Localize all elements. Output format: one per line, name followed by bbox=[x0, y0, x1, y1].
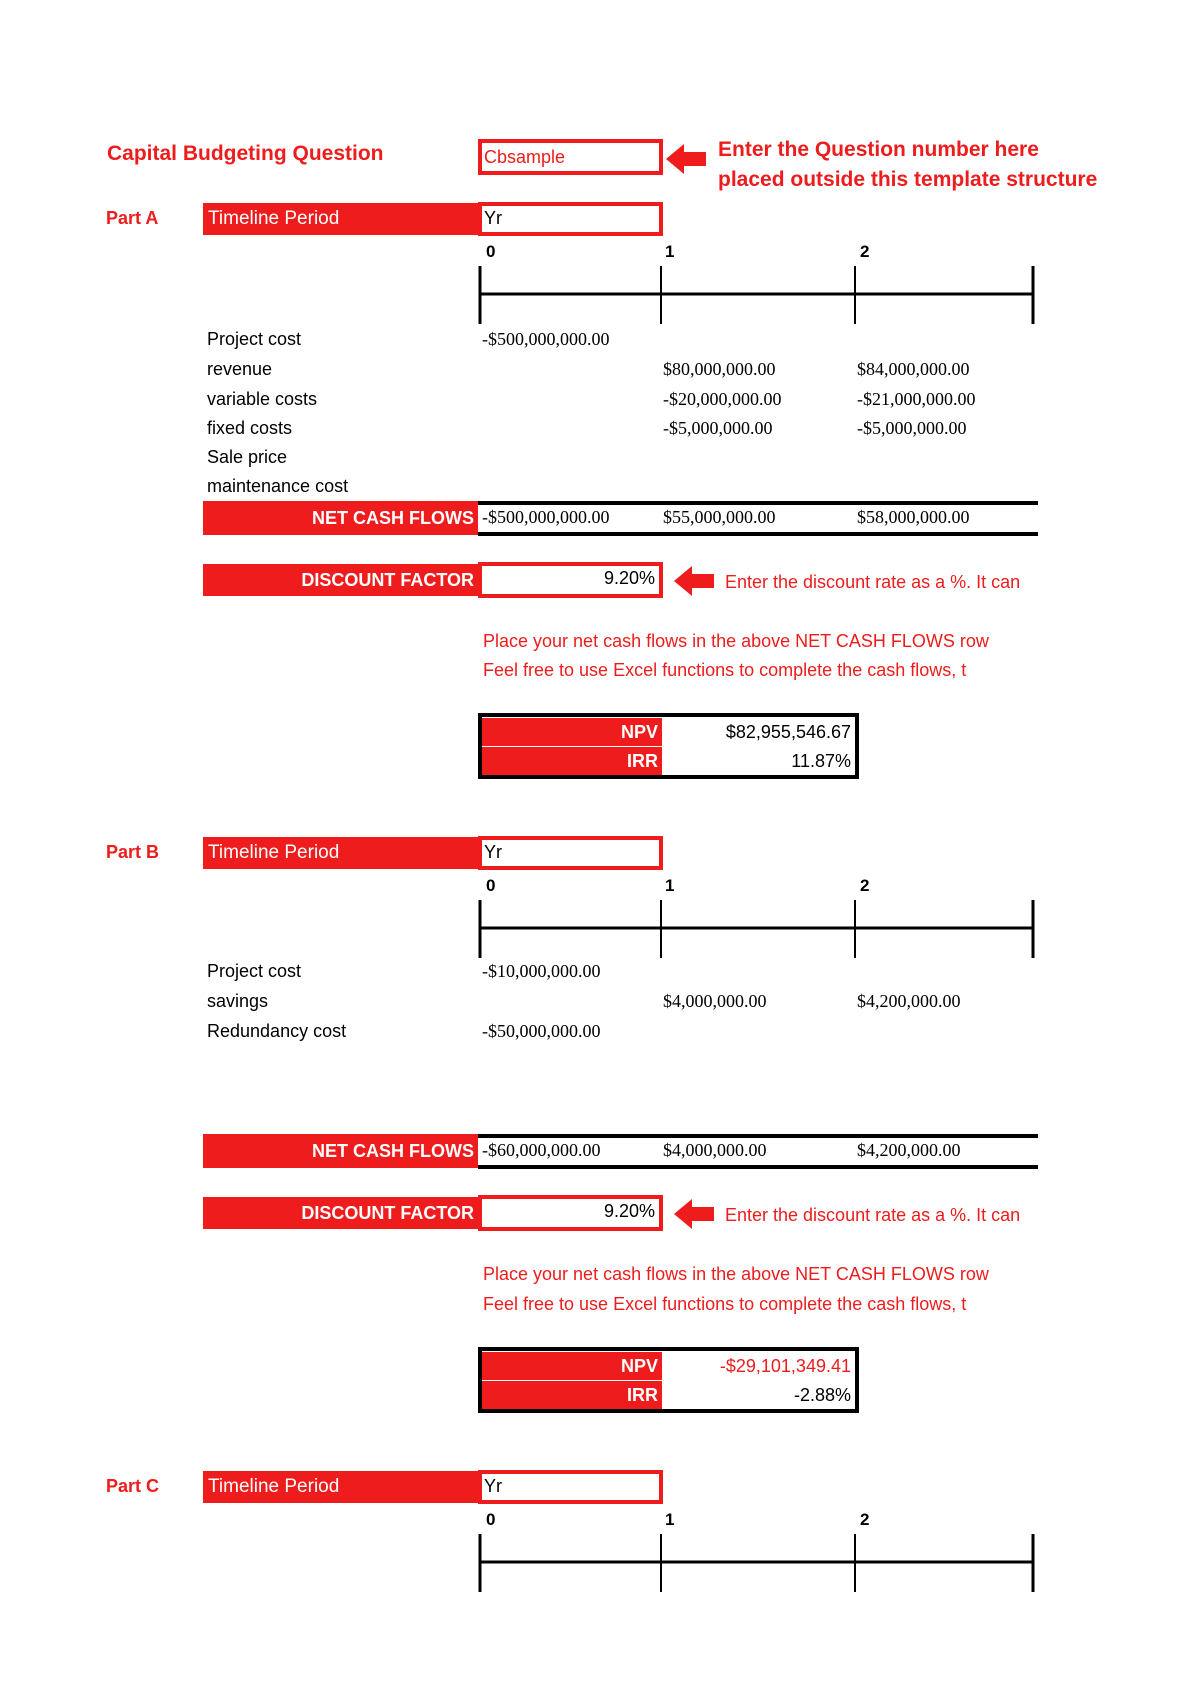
timeline-axis bbox=[476, 898, 1036, 960]
place-note-1: Place your net cash flows in the above NET CASH FLOWS row bbox=[483, 1264, 989, 1284]
row-label: revenue bbox=[207, 359, 273, 379]
tick-2: 2 bbox=[860, 876, 870, 895]
row-label: Sale price bbox=[207, 447, 288, 467]
discount-factor-label: DISCOUNT FACTOR bbox=[203, 564, 478, 596]
irr-label: IRR bbox=[482, 747, 662, 775]
npv-label: NPV bbox=[482, 1352, 662, 1380]
npv-value: $82,955,546.67 bbox=[725, 722, 851, 742]
row-label: savings bbox=[207, 991, 269, 1011]
tick-0: 0 bbox=[486, 1510, 496, 1529]
irr-label: IRR bbox=[482, 1381, 662, 1409]
part-c-label: Part C bbox=[106, 1476, 160, 1496]
instruction-line-2: placed outside this template structure bbox=[718, 168, 1098, 191]
discount-rate-input[interactable]: 9.20% bbox=[478, 1195, 663, 1231]
discount-rate-hint: Enter the discount rate as a %. It can bbox=[725, 572, 1021, 592]
place-note-2: Feel free to use Excel functions to complete the cash flows, t bbox=[483, 660, 967, 680]
row-label: fixed costs bbox=[207, 418, 293, 438]
part-a-label: Part A bbox=[106, 208, 159, 228]
cell-value[interactable]: -$5,000,000.00 bbox=[663, 418, 773, 438]
page-title: Capital Budgeting Question bbox=[107, 142, 384, 165]
row-label: maintenance cost bbox=[207, 476, 349, 496]
timeline-unit-input[interactable]: Yr bbox=[478, 1470, 663, 1504]
arrow-left-icon bbox=[674, 1199, 720, 1229]
npv-irr-box bbox=[478, 713, 859, 779]
tick-1: 1 bbox=[665, 242, 675, 261]
tick-0: 0 bbox=[486, 876, 496, 895]
tick-2: 2 bbox=[860, 1510, 870, 1529]
place-note-1: Place your net cash flows in the above NET CASH FLOWS row bbox=[483, 631, 989, 651]
cell-value[interactable]: $4,200,000.00 bbox=[857, 991, 961, 1011]
npv-label: NPV bbox=[482, 718, 662, 746]
cell-value[interactable]: $84,000,000.00 bbox=[857, 359, 970, 379]
timeline-axis bbox=[476, 1532, 1036, 1594]
net-cash-flows-label: NET CASH FLOWS bbox=[203, 501, 478, 535]
row-label: Project cost bbox=[207, 961, 302, 981]
ncf-cell[interactable]: -$60,000,000.00 bbox=[482, 1140, 601, 1160]
ncf-cell[interactable]: -$500,000,000.00 bbox=[482, 507, 610, 527]
cell-value[interactable]: -$21,000,000.00 bbox=[857, 389, 976, 409]
discount-rate-hint: Enter the discount rate as a %. It can bbox=[725, 1205, 1021, 1225]
npv-irr-box bbox=[478, 1347, 859, 1413]
timeline-unit-input[interactable]: Yr bbox=[478, 836, 663, 870]
cell-value[interactable]: -$20,000,000.00 bbox=[663, 389, 782, 409]
timeline-unit-input[interactable]: Yr bbox=[478, 202, 663, 236]
timeline-period-label: Timeline Period bbox=[203, 203, 478, 235]
net-cash-flows-label: NET CASH FLOWS bbox=[203, 1134, 478, 1168]
ncf-cell[interactable]: $55,000,000.00 bbox=[663, 507, 776, 527]
timeline-period-label: Timeline Period bbox=[203, 1471, 478, 1503]
ncf-cell[interactable]: $4,000,000.00 bbox=[663, 1140, 767, 1160]
irr-value: 11.87% bbox=[791, 751, 851, 771]
cell-value[interactable]: $80,000,000.00 bbox=[663, 359, 776, 379]
ncf-cell[interactable]: $58,000,000.00 bbox=[857, 507, 970, 527]
tick-1: 1 bbox=[665, 876, 675, 895]
timeline-axis bbox=[476, 264, 1036, 326]
cell-value[interactable]: -$500,000,000.00 bbox=[482, 329, 610, 349]
cell-value[interactable]: -$50,000,000.00 bbox=[482, 1021, 601, 1041]
irr-value: -2.88% bbox=[793, 1385, 851, 1405]
ncf-cell[interactable]: $4,200,000.00 bbox=[857, 1140, 961, 1160]
tick-1: 1 bbox=[665, 1510, 675, 1529]
cell-value[interactable]: -$10,000,000.00 bbox=[482, 961, 601, 981]
row-label: Project cost bbox=[207, 329, 302, 349]
timeline-period-label: Timeline Period bbox=[203, 837, 478, 869]
place-note-2: Feel free to use Excel functions to complete the cash flows, t bbox=[483, 1294, 967, 1314]
npv-value: -$29,101,349.41 bbox=[719, 1356, 851, 1376]
question-number-input[interactable]: Cbsample bbox=[478, 139, 663, 175]
discount-factor-label: DISCOUNT FACTOR bbox=[203, 1197, 478, 1229]
arrow-left-icon bbox=[666, 144, 712, 174]
cell-value[interactable]: -$5,000,000.00 bbox=[857, 418, 967, 438]
instruction-line-1: Enter the Question number here bbox=[718, 138, 1039, 161]
part-b-label: Part B bbox=[106, 842, 160, 862]
row-label: Redundancy cost bbox=[207, 1021, 347, 1041]
discount-rate-input[interactable]: 9.20% bbox=[478, 562, 663, 598]
tick-2: 2 bbox=[860, 242, 870, 261]
row-label: variable costs bbox=[207, 389, 318, 409]
cell-value[interactable]: $4,000,000.00 bbox=[663, 991, 767, 1011]
arrow-left-icon bbox=[674, 566, 720, 596]
tick-0: 0 bbox=[486, 242, 496, 261]
